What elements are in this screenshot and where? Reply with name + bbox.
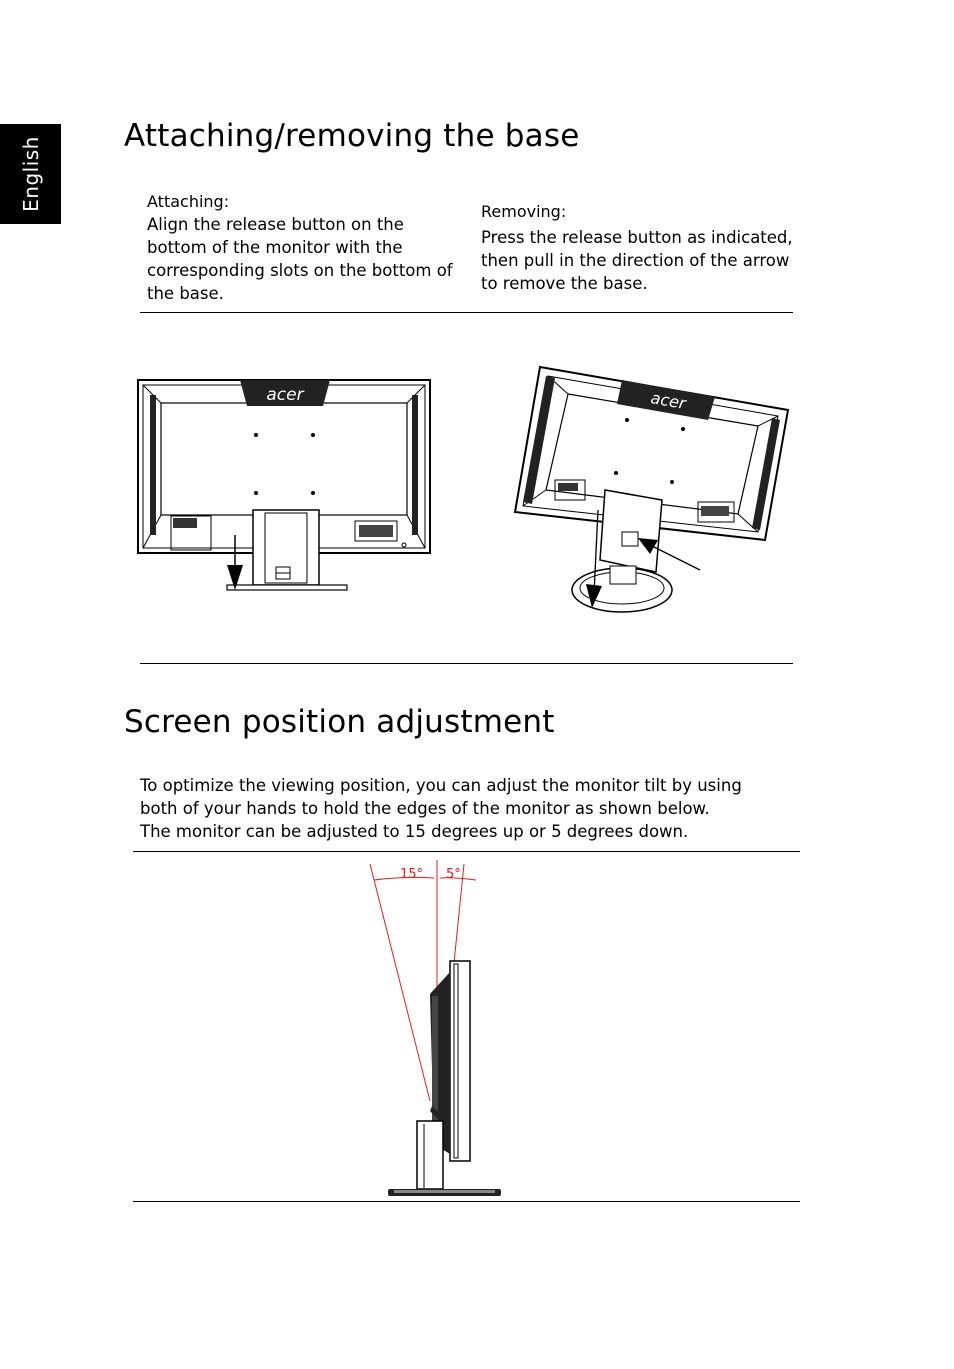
divider <box>133 851 800 852</box>
monitor-tilt-figure <box>360 856 520 1201</box>
removing-instructions <box>481 200 796 295</box>
divider <box>133 1201 800 1202</box>
tilt-line-2: both of your hands to hold the edges of the monitor as shown below. <box>140 799 710 818</box>
tilt-down-label: 5° <box>446 867 461 882</box>
attaching-text: Align the release button on the bottom of the monitor with the corresponding slots on the bottom of the base. <box>147 215 453 303</box>
acer-logo-2: acer <box>649 388 688 413</box>
removing-text: Press the release button as indicated, then pull in the direction of the arrow to remove the base. <box>481 228 793 293</box>
section-title-screen-position: Screen position adjustment <box>124 704 555 740</box>
attaching-instructions <box>147 190 467 305</box>
monitor-back-attach-figure <box>135 375 435 600</box>
language-tab <box>0 124 61 224</box>
tilt-instructions <box>140 774 800 843</box>
divider <box>140 663 793 664</box>
section-title-attaching: Attaching/removing the base <box>124 118 580 154</box>
tilt-line-1: To optimize the viewing position, you can adjust the monitor tilt by using <box>140 776 742 795</box>
divider <box>140 312 793 313</box>
language-tab-label: English <box>18 136 43 212</box>
tilt-up-label: 15° <box>400 867 424 882</box>
acer-logo: acer <box>266 385 304 405</box>
removing-label: Removing: <box>481 202 567 221</box>
attaching-label: Attaching: <box>147 192 230 211</box>
tilt-line-3: The monitor can be adjusted to 15 degrees up or 5 degrees down. <box>140 822 689 841</box>
monitor-back-remove-figure <box>510 362 792 627</box>
